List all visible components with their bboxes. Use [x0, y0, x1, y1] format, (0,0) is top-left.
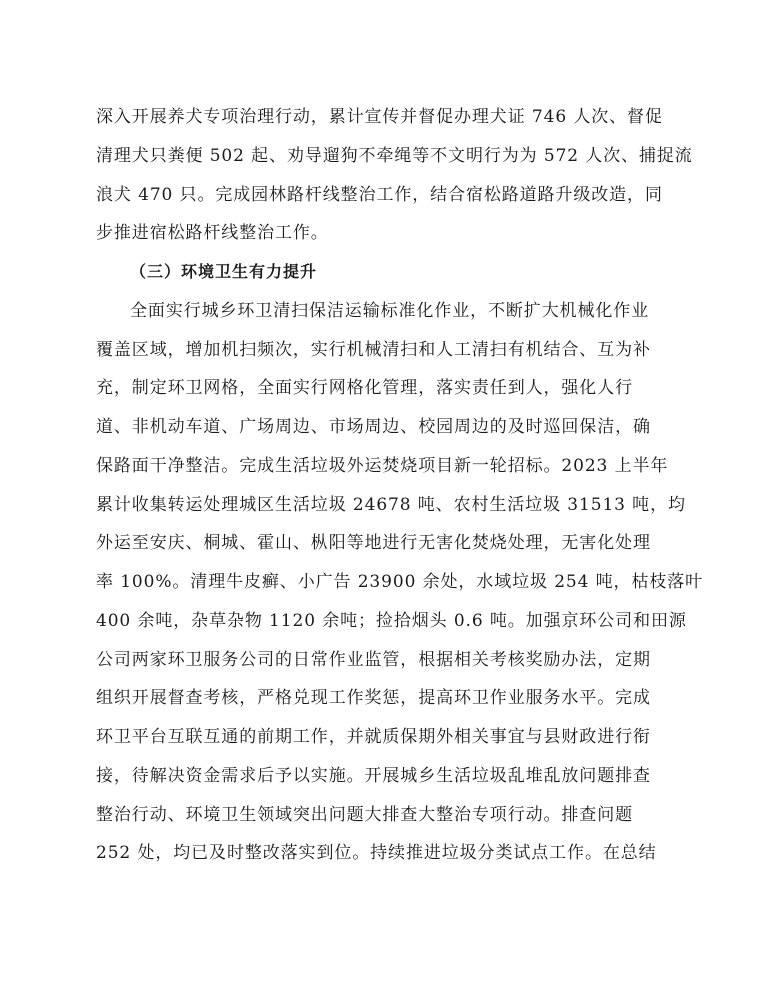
- body-line-1: 全面实行城乡环卫清扫保洁运输标准化作业，不断扩大机械化作业: [130, 301, 650, 321]
- body-line-14: 整治行动、环境卫生领域突出问题大排查大整治专项行动。排查问题: [96, 805, 633, 825]
- body-line-11: 组织开展督查考核，严格兑现工作奖惩，提高环卫作业服务水平。完成: [96, 688, 651, 708]
- intro-line-3: 浪犬 470 只。完成园林路杆线整治工作，结合宿松路道路升级改造，同: [96, 185, 663, 205]
- body-line-9: 400 余吨，杂草杂物 1120 余吨；捡拾烟头 0.6 吨。加强京环公司和田源: [96, 611, 687, 631]
- body-line-10: 公司两家环卫服务公司的日常作业监管，根据相关考核奖励办法，定期: [96, 650, 651, 670]
- intro-line-4: 步推进宿松路杆线整治工作。: [96, 223, 329, 243]
- body-line-2: 覆盖区域，增加机扫频次，实行机械清扫和人工清扫有机结合、互为补: [96, 340, 651, 360]
- body-line-7: 外运至安庆、桐城、霍山、枞阳等地进行无害化焚烧处理，无害化处理: [96, 533, 651, 553]
- intro-line-2: 清理犬只粪便 502 起、劝导遛狗不牵绳等不文明行为为 572 人次、捕捉流: [96, 146, 693, 166]
- body-line-13: 接，待解决资金需求后予以实施。开展城乡生活垃圾乱堆乱放问题排查: [96, 766, 651, 786]
- body-line-8: 率 100%。清理牛皮癣、小广告 23900 余处，水域垃圾 254 吨，枯枝落叶: [96, 572, 704, 592]
- body-line-12: 环卫平台互联互通的前期工作，并就质保期外相关事宜与县财政进行衔: [96, 727, 651, 747]
- section-heading: （三）环境卫生有力提升: [130, 262, 318, 281]
- body-line-15: 252 处，均已及时整改落实到位。持续推进垃圾分类试点工作。在总结: [96, 843, 657, 863]
- intro-line-1: 深入开展养犬专项治理行动，累计宣传并督促办理犬证 746 人次、督促: [96, 107, 663, 127]
- body-line-3: 充，制定环卫网格，全面实行网格化管理，落实责任到人，强化人行: [96, 378, 633, 398]
- body-line-4: 道、非机动车道、广场周边、市场周边、校园周边的及时巡回保洁，确: [96, 417, 651, 437]
- body-line-6: 累计收集转运处理城区生活垃圾 24678 吨、农村生活垃圾 31513 吨，均: [96, 495, 686, 515]
- body-line-5: 保路面干净整洁。完成生活垃圾外运焚烧项目新一轮招标。2023 上半年: [96, 456, 669, 476]
